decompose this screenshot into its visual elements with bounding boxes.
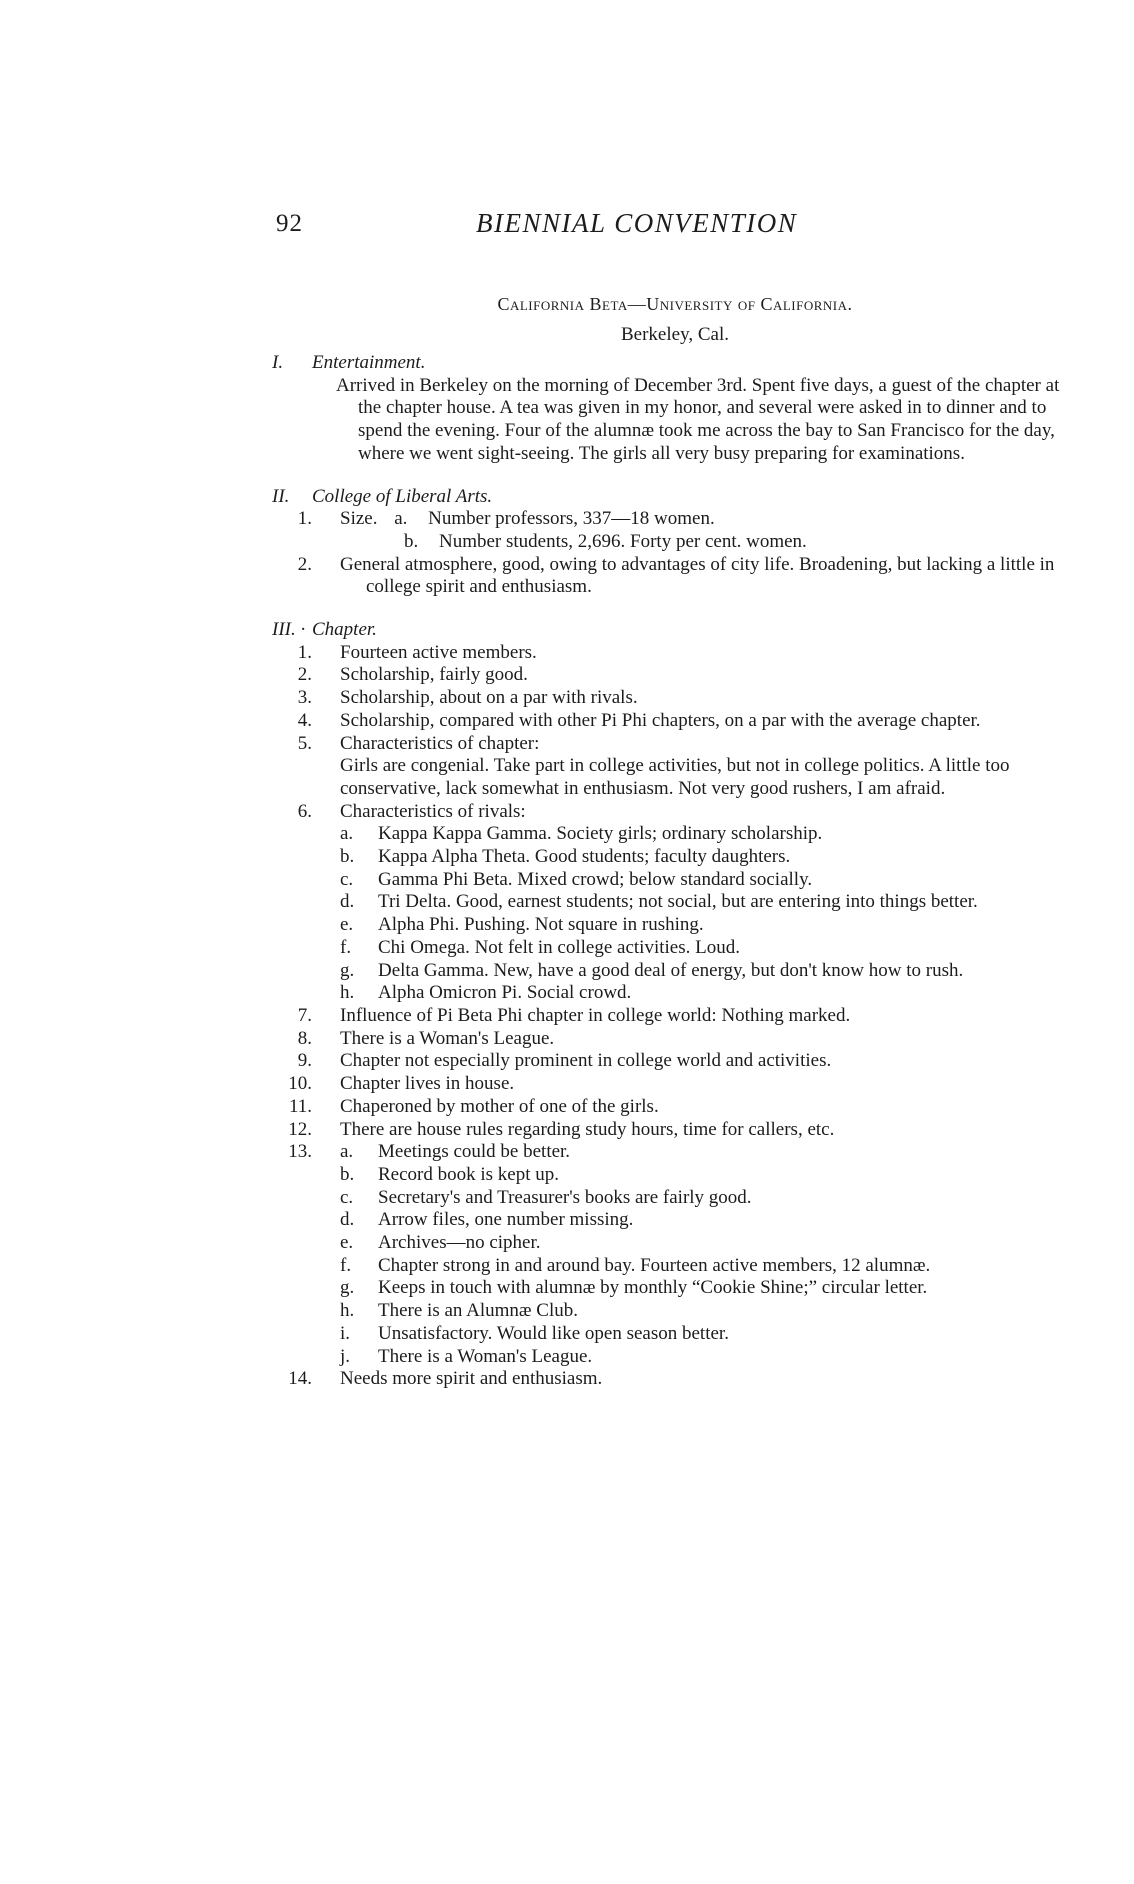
item-text: General atmosphere, good, owing to advantages of city life. Broadening, but lacking a little in college spirit and enthusiasm.	[340, 553, 1055, 598]
sub-letter: a.	[340, 1141, 354, 1163]
sub-text: Secretary's and Treasurer's books are fairly good.	[378, 1186, 752, 1208]
item-number: 7.	[297, 1004, 312, 1026]
item13-sub	[272, 1141, 1082, 1164]
item-label: Size.	[340, 508, 378, 530]
rivals-list	[272, 823, 1082, 1005]
item-text: Scholarship, compared with other Pi Phi chapters, on a par with the average chapter.	[340, 709, 981, 731]
chapter-item-13	[272, 1141, 1082, 1368]
item-number: 2.	[297, 664, 312, 686]
item13-sub	[272, 1164, 1082, 1187]
chapter-item-14	[272, 1368, 1082, 1391]
item-text: Needs more spirit and enthusiasm.	[340, 1368, 603, 1390]
item-text: There is a Woman's League.	[340, 1027, 555, 1049]
section-numeral: I.	[272, 352, 284, 373]
section-numeral: III. ·	[272, 619, 306, 641]
sub-letter: h.	[340, 982, 355, 1004]
item-text: Chapter not especially prominent in college world and activities.	[340, 1050, 832, 1072]
item-number: 1.	[297, 641, 312, 663]
item-text: Scholarship, fairly good.	[340, 664, 528, 686]
item-number: 11.	[288, 1095, 312, 1117]
list-item	[272, 664, 1082, 687]
list-item	[272, 1096, 1082, 1119]
sub-letter: b.	[340, 846, 355, 868]
sub-letter: e.	[340, 914, 354, 936]
sub-text: Keeps in touch with alumnæ by monthly “Cookie Shine;” circular letter.	[378, 1277, 928, 1299]
item13-sub	[272, 1209, 1082, 1232]
sub-letter: c.	[340, 868, 354, 890]
sub-letter: b.	[404, 530, 419, 552]
list-item	[272, 1028, 1082, 1051]
sub-text: Archives—no cipher.	[378, 1232, 541, 1254]
sub-letter: h.	[340, 1300, 355, 1322]
sub-text: Alpha Phi. Pushing. Not square in rushing.	[378, 914, 704, 936]
item-text: Characteristics of chapter:	[340, 732, 540, 754]
item-number: 12.	[288, 1118, 312, 1140]
item-number: 4.	[297, 709, 312, 731]
sub-text: Kappa Kappa Gamma. Society girls; ordinary scholarship.	[378, 823, 823, 845]
item-number: 8.	[297, 1027, 312, 1049]
item-text: Scholarship, about on a par with rivals.	[340, 687, 638, 709]
list-item	[272, 710, 1082, 733]
list-item	[272, 642, 1082, 665]
item-number: 2.	[297, 553, 312, 575]
item13-sub	[272, 1255, 1082, 1278]
item-number: 13.	[288, 1141, 312, 1163]
section-title: Entertainment.	[312, 352, 426, 373]
list-item	[272, 1005, 1082, 1028]
item-text: Chapter lives in house.	[340, 1073, 515, 1095]
item-number: 10.	[288, 1073, 312, 1095]
chapter-heading: California Beta—University of California.	[497, 294, 853, 314]
chapter-more-items	[272, 1005, 1082, 1141]
sub-text: Delta Gamma. New, have a good deal of energy, but don't know how to rush.	[378, 959, 964, 981]
chapter-place: Berkeley, Cal.	[621, 324, 729, 345]
college-item-size-b	[272, 531, 1082, 554]
sub-letter: j.	[340, 1345, 351, 1367]
item-text: Fourteen active members.	[340, 641, 537, 663]
sub-text: Meetings could be better.	[378, 1141, 571, 1163]
sub-text: Record book is kept up.	[378, 1163, 560, 1185]
item-number: 3.	[297, 687, 312, 709]
item13-sub	[272, 1300, 1082, 1323]
sub-letter: d.	[340, 1209, 355, 1231]
sub-letter: b.	[340, 1163, 355, 1185]
list-item	[272, 1073, 1082, 1096]
rival-item	[272, 914, 1082, 937]
section-chapter-heading	[272, 619, 1082, 642]
chapter-items-list	[272, 642, 1082, 756]
sub-letter: f.	[340, 936, 352, 958]
section-title: Chapter.	[312, 619, 377, 641]
sub-text: Chapter strong in and around bay. Fourteen active members, 12 alumnæ.	[378, 1254, 931, 1276]
item-text: Chaperoned by mother of one of the girls.	[340, 1095, 659, 1117]
item13-sub	[272, 1277, 1082, 1300]
sub-text: Kappa Alpha Theta. Good students; faculty daughters.	[378, 846, 791, 868]
rival-item	[272, 937, 1082, 960]
sub-text: There is a Woman's League.	[378, 1345, 593, 1367]
item-number: 6.	[297, 800, 312, 822]
college-item-size	[272, 508, 1082, 531]
sub-text: Number professors, 337—18 women.	[428, 508, 715, 530]
item13-sub	[272, 1346, 1082, 1369]
sub-text: Arrow files, one number missing.	[378, 1209, 634, 1231]
sub-letter: e.	[340, 1232, 354, 1254]
rival-item	[272, 960, 1082, 983]
rival-item	[272, 891, 1082, 914]
sub-text: Tri Delta. Good, earnest students; not social, but are entering into things better.	[378, 891, 978, 913]
item13-sub	[272, 1323, 1082, 1346]
sub-text: Chi Omega. Not felt in college activities. Loud.	[378, 936, 740, 958]
item-text: Characteristics of rivals:	[340, 800, 526, 822]
sub-letter: g.	[340, 1277, 355, 1299]
page-number: 92	[276, 210, 303, 237]
sub-letter: f.	[340, 1254, 352, 1276]
item-text: There are house rules regarding study hours, time for callers, etc.	[340, 1118, 835, 1140]
item-number: 1.	[297, 508, 312, 530]
item-number: 9.	[297, 1050, 312, 1072]
list-item	[272, 1050, 1082, 1073]
item13-sub	[272, 1232, 1082, 1255]
list-item	[272, 1119, 1082, 1142]
item-text: Influence of Pi Beta Phi chapter in college world: Nothing marked.	[340, 1004, 851, 1026]
section-college-heading	[272, 486, 1082, 509]
rival-item	[272, 823, 1082, 846]
rival-item	[272, 846, 1082, 869]
list-item	[272, 733, 1082, 756]
section-title: College of Liberal Arts.	[312, 485, 493, 507]
item-number: 14.	[288, 1368, 312, 1390]
characteristics-text: Girls are congenial. Take part in college activities, but not in college politics. A little too conservative, lack somewhat in enthusiasm. Not very good rushers, I am afraid.	[340, 755, 1010, 799]
sub-letter: a.	[340, 823, 354, 845]
sub-text: Gamma Phi Beta. Mixed crowd; below standard socially.	[378, 868, 813, 890]
sub-letter: d.	[340, 891, 355, 913]
rival-item	[272, 982, 1082, 1005]
item-number: 5.	[297, 732, 312, 754]
entertainment-paragraph	[272, 375, 1082, 466]
sub-letter: i.	[340, 1322, 351, 1344]
sub-text: There is an Alumnæ Club.	[378, 1300, 579, 1322]
sub-text: Number students, 2,696. Forty per cent. women.	[439, 530, 807, 552]
section-entertainment-heading	[272, 352, 1082, 375]
entertainment-text: Arrived in Berkeley on the morning of December 3rd. Spent five days, a guest of the chapter at the chapter house. A tea was given in my honor, and several were asked in to dinner and to spend the evening. Four of the alumnæ took me across the bay to San Francisco for the day, where we went sight-seeing. The girls all very busy preparing for examinations.	[336, 374, 1060, 464]
sub-text: Alpha Omicron Pi. Social crowd.	[378, 982, 632, 1004]
running-title: BIENNIAL CONVENTION	[476, 208, 798, 238]
chapter-characteristics-body	[340, 755, 1082, 800]
sub-letter: g.	[340, 959, 355, 981]
sub-text: Unsatisfactory. Would like open season better.	[378, 1322, 729, 1344]
item13-sub	[272, 1187, 1082, 1210]
college-item-atmosphere	[272, 554, 1082, 599]
running-header	[276, 206, 886, 246]
list-item	[272, 687, 1082, 710]
sub-letter: a.	[394, 508, 408, 530]
section-numeral: II.	[272, 485, 290, 507]
chapter-item-rivals	[272, 801, 1082, 824]
report-body	[272, 350, 1082, 1391]
sub-letter: c.	[340, 1186, 354, 1208]
rival-item	[272, 869, 1082, 892]
